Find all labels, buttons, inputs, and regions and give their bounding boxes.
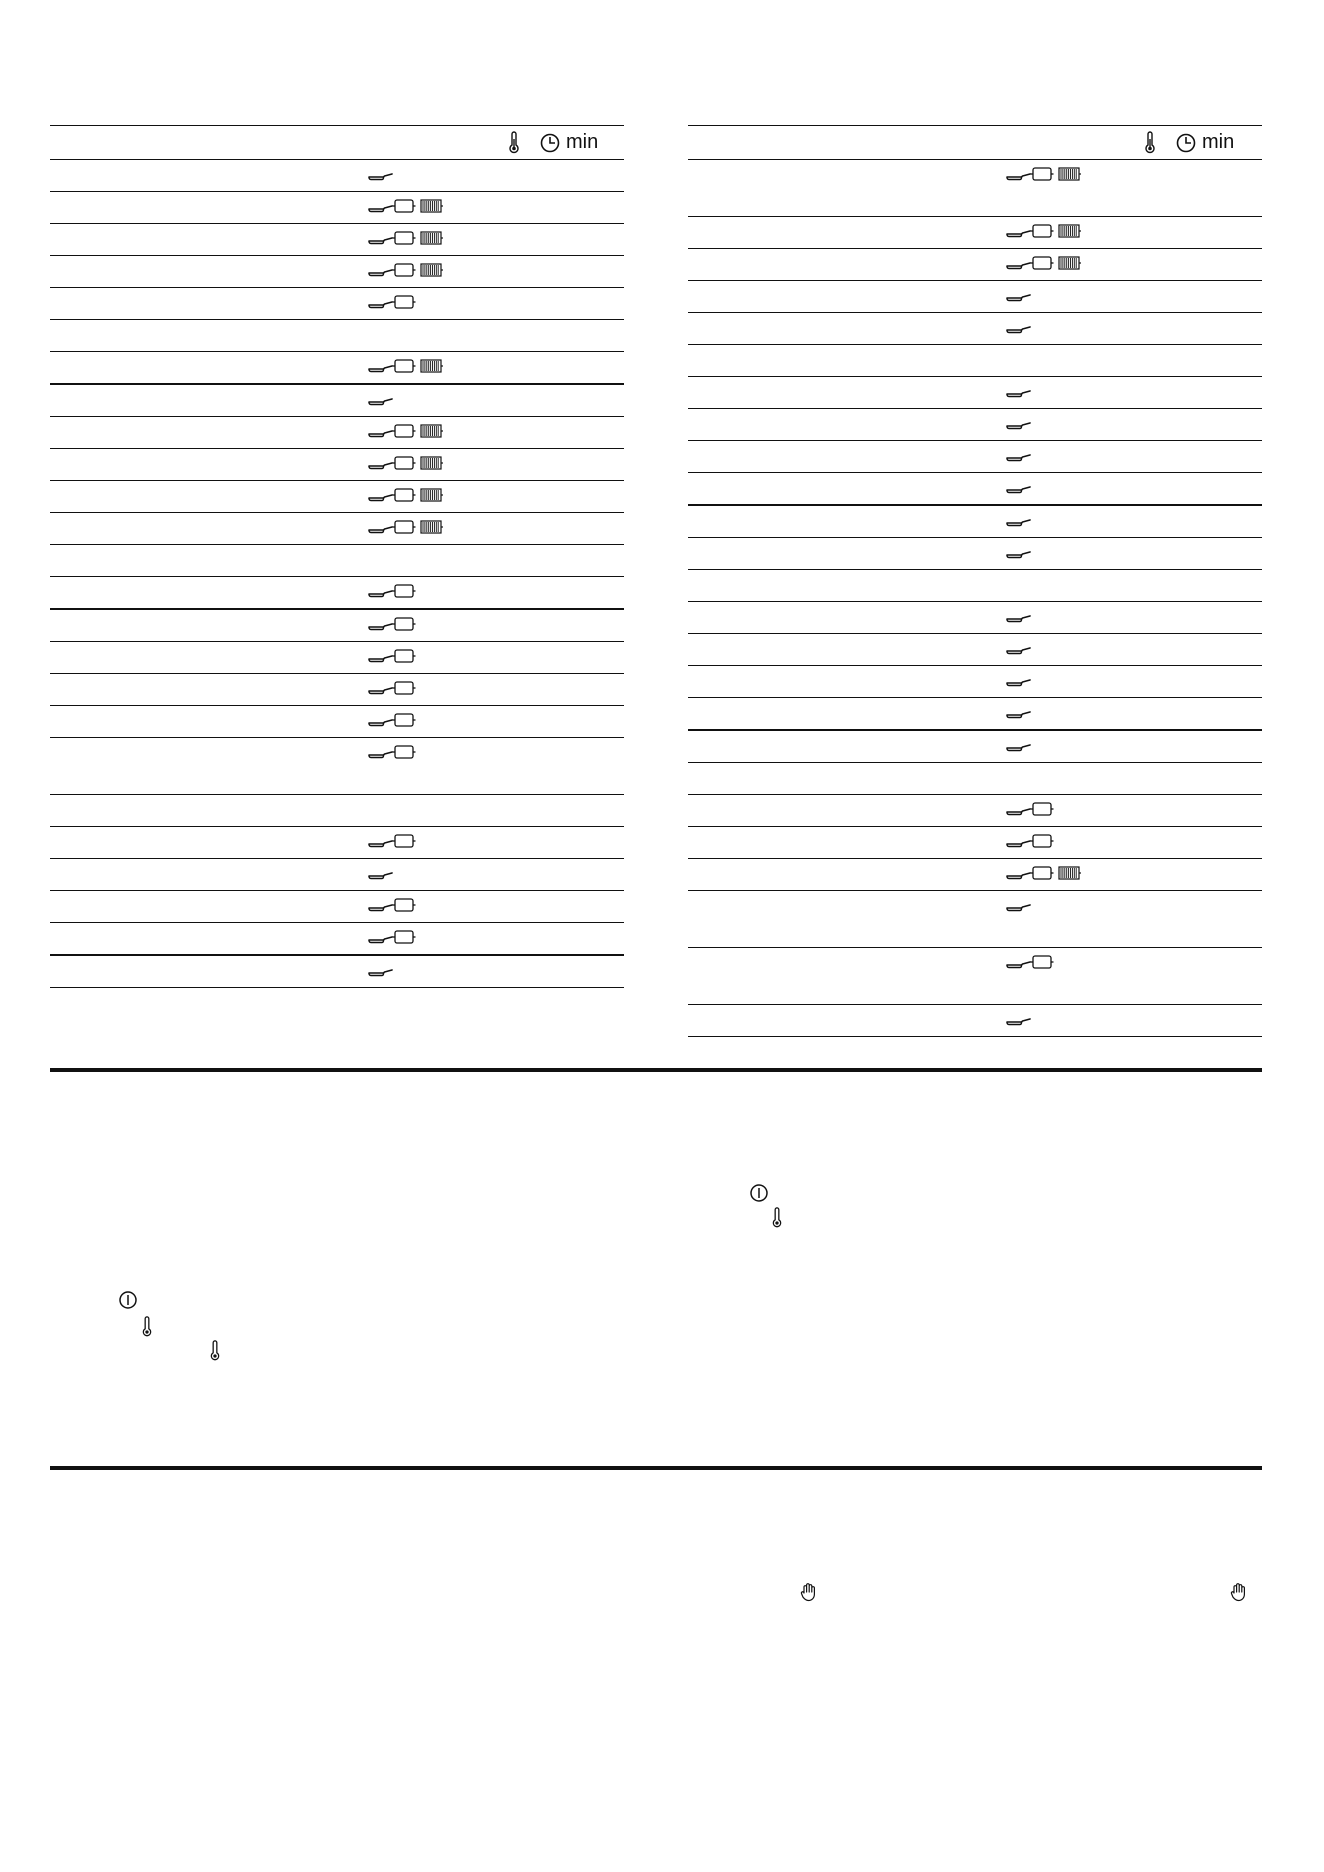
pan-icon — [368, 747, 394, 763]
table-row — [688, 948, 1262, 1005]
table-row — [688, 1005, 1262, 1037]
accessory-icons — [1006, 479, 1032, 495]
lid-icon — [1030, 865, 1054, 881]
grill-rack-icon — [419, 358, 443, 374]
grill-rack-icon — [419, 519, 443, 535]
pan-icon — [1006, 740, 1032, 756]
table-row — [50, 674, 624, 706]
table-row — [688, 538, 1262, 570]
table-row — [50, 923, 624, 956]
accessory-icons — [368, 294, 416, 310]
pan-icon — [1006, 900, 1032, 916]
accessory-icons — [368, 648, 416, 664]
table-row — [50, 192, 624, 224]
lid-icon — [392, 648, 416, 664]
table-row — [50, 385, 624, 417]
grill-rack-icon — [419, 423, 443, 439]
right-table-body — [688, 160, 1262, 1037]
left-table-header — [50, 125, 624, 160]
table-row — [688, 441, 1262, 473]
lid-icon — [392, 712, 416, 728]
pan-icon — [368, 900, 394, 916]
time-unit-label: min — [566, 131, 599, 153]
hand-icon — [800, 1582, 818, 1604]
thermometer-icon — [508, 131, 520, 155]
grill-rack-icon — [419, 487, 443, 503]
table-row — [688, 345, 1262, 377]
grill-rack-icon — [1057, 255, 1081, 271]
lid-icon — [392, 929, 416, 945]
pan-icon — [368, 586, 394, 602]
accessory-icons — [368, 198, 443, 214]
table-row — [688, 891, 1262, 948]
table-row — [50, 224, 624, 256]
table-row — [50, 449, 624, 481]
clock-icon — [1176, 133, 1196, 153]
table-row — [688, 570, 1262, 602]
table-row — [688, 217, 1262, 249]
pan-icon — [368, 458, 394, 474]
table-row — [50, 417, 624, 449]
table-row — [50, 642, 624, 674]
lid-icon — [1030, 954, 1054, 970]
accessory-icons — [368, 680, 416, 696]
accessory-icons — [368, 230, 443, 246]
left-table-body — [50, 160, 624, 988]
accessory-icons — [368, 712, 416, 728]
accessory-icons — [1006, 801, 1054, 817]
power-icon — [118, 1290, 136, 1312]
table-row — [50, 256, 624, 288]
table-row — [688, 795, 1262, 827]
pan-icon — [1006, 450, 1032, 466]
table-row — [688, 602, 1262, 634]
accessory-icons — [368, 262, 443, 278]
accessory-icons — [1006, 512, 1032, 528]
pan-icon — [1006, 418, 1032, 434]
table-row — [50, 827, 624, 859]
grill-rack-icon — [419, 198, 443, 214]
table-row — [688, 698, 1262, 731]
pan-icon — [368, 297, 394, 313]
pan-icon — [1006, 482, 1032, 498]
table-row — [688, 160, 1262, 217]
table-row — [50, 320, 624, 352]
accessory-icons — [368, 583, 416, 599]
table-row — [50, 481, 624, 513]
table-row — [50, 545, 624, 577]
accessory-icons — [1006, 383, 1032, 399]
table-row — [50, 160, 624, 192]
grill-rack-icon — [1057, 223, 1081, 239]
pan-icon — [368, 715, 394, 731]
lid-icon — [392, 833, 416, 849]
pan-icon — [1006, 290, 1032, 306]
lid-icon — [392, 744, 416, 760]
accessory-icons — [368, 358, 443, 374]
accessory-icons — [368, 423, 443, 439]
table-row — [50, 738, 624, 795]
table-row — [50, 513, 624, 545]
pan-icon — [1006, 611, 1032, 627]
left-cooking-table — [50, 125, 624, 988]
lid-icon — [392, 897, 416, 913]
accessory-icons — [1006, 1011, 1032, 1027]
table-row — [50, 288, 624, 320]
pan-icon — [1006, 707, 1032, 723]
table-row — [50, 795, 624, 827]
clock-icon — [540, 133, 560, 153]
lid-icon — [392, 198, 416, 214]
pan-icon — [1006, 169, 1032, 185]
accessory-icons — [1006, 640, 1032, 656]
accessory-icons — [1006, 672, 1032, 688]
pan-icon — [368, 619, 394, 635]
table-row — [688, 634, 1262, 666]
grill-rack-icon — [419, 230, 443, 246]
accessory-icons — [368, 616, 416, 632]
table-row — [688, 763, 1262, 795]
accessory-icons — [368, 487, 443, 503]
table-row — [50, 891, 624, 923]
table-row — [688, 281, 1262, 313]
pan-icon — [368, 201, 394, 217]
hand-icon — [1230, 1582, 1248, 1604]
pan-icon — [368, 836, 394, 852]
accessory-icons — [1006, 954, 1054, 970]
lid-icon — [392, 294, 416, 310]
table-row — [50, 352, 624, 385]
pan-icon — [368, 522, 394, 538]
table-row — [688, 249, 1262, 281]
pan-icon — [1006, 226, 1032, 242]
lid-icon — [1030, 255, 1054, 271]
pan-icon — [1006, 804, 1032, 820]
accessory-icons — [1006, 255, 1081, 271]
pan-icon — [1006, 515, 1032, 531]
thermometer-icon — [1144, 131, 1156, 155]
grill-rack-icon — [419, 455, 443, 471]
table-row — [50, 956, 624, 988]
lid-icon — [392, 487, 416, 503]
accessory-icons — [368, 833, 416, 849]
lid-icon — [392, 680, 416, 696]
accessory-icons — [1006, 166, 1081, 182]
accessory-icons — [1006, 608, 1032, 624]
table-row — [688, 377, 1262, 409]
lid-icon — [392, 423, 416, 439]
grill-rack-icon — [1057, 166, 1081, 182]
accessory-icons — [1006, 833, 1054, 849]
lid-icon — [392, 262, 416, 278]
accessory-icons — [368, 455, 443, 471]
accessory-icons — [368, 865, 394, 881]
table-row — [688, 859, 1262, 891]
pan-icon — [368, 965, 394, 981]
pan-icon — [1006, 258, 1032, 274]
pan-icon — [368, 868, 394, 884]
table-row — [50, 610, 624, 642]
thermometer-icon — [209, 1340, 227, 1362]
table-row — [688, 827, 1262, 859]
accessory-icons — [368, 897, 416, 913]
pan-icon — [368, 426, 394, 442]
table-row — [50, 859, 624, 891]
table-row — [50, 577, 624, 610]
lid-icon — [392, 358, 416, 374]
pan-icon — [368, 651, 394, 667]
pan-icon — [1006, 386, 1032, 402]
accessory-icons — [1006, 704, 1032, 720]
pan-icon — [368, 361, 394, 377]
accessory-icons — [1006, 737, 1032, 753]
table-row — [688, 731, 1262, 763]
right-cooking-table — [688, 125, 1262, 1037]
pan-icon — [368, 169, 394, 185]
grill-rack-icon — [1057, 865, 1081, 881]
table-row — [688, 409, 1262, 441]
lid-icon — [1030, 166, 1054, 182]
table-row — [50, 706, 624, 738]
lid-icon — [392, 616, 416, 632]
table-row — [688, 506, 1262, 538]
lid-icon — [392, 519, 416, 535]
accessory-icons — [1006, 319, 1032, 335]
lid-icon — [392, 455, 416, 471]
pan-icon — [1006, 322, 1032, 338]
table-row — [688, 666, 1262, 698]
right-table-header — [688, 125, 1262, 160]
lid-icon — [1030, 801, 1054, 817]
accessory-icons — [1006, 223, 1081, 239]
pan-icon — [368, 394, 394, 410]
pan-icon — [368, 490, 394, 506]
grill-rack-icon — [419, 262, 443, 278]
lid-icon — [1030, 223, 1054, 239]
pan-icon — [1006, 675, 1032, 691]
section-divider — [50, 1068, 1262, 1072]
pan-icon — [1006, 547, 1032, 563]
accessory-icons — [368, 962, 394, 978]
thermometer-icon — [771, 1207, 789, 1229]
accessory-icons — [1006, 287, 1032, 303]
accessory-icons — [1006, 897, 1032, 913]
pan-icon — [368, 932, 394, 948]
time-unit-label: min — [1202, 131, 1235, 153]
pan-icon — [368, 265, 394, 281]
lid-icon — [392, 583, 416, 599]
section-divider — [50, 1466, 1262, 1470]
pan-icon — [1006, 957, 1032, 973]
accessory-icons — [368, 519, 443, 535]
pan-icon — [1006, 643, 1032, 659]
accessory-icons — [1006, 865, 1081, 881]
lid-icon — [1030, 833, 1054, 849]
lid-icon — [392, 230, 416, 246]
pan-icon — [368, 683, 394, 699]
pan-icon — [1006, 1014, 1032, 1030]
accessory-icons — [1006, 544, 1032, 560]
thermometer-icon — [141, 1316, 159, 1338]
table-row — [688, 473, 1262, 506]
accessory-icons — [368, 744, 416, 760]
power-icon — [749, 1183, 767, 1205]
pan-icon — [1006, 868, 1032, 884]
pan-icon — [1006, 836, 1032, 852]
accessory-icons — [368, 391, 394, 407]
accessory-icons — [1006, 447, 1032, 463]
pan-icon — [368, 233, 394, 249]
accessory-icons — [1006, 415, 1032, 431]
accessory-icons — [368, 929, 416, 945]
accessory-icons — [368, 166, 394, 182]
table-row — [688, 313, 1262, 345]
